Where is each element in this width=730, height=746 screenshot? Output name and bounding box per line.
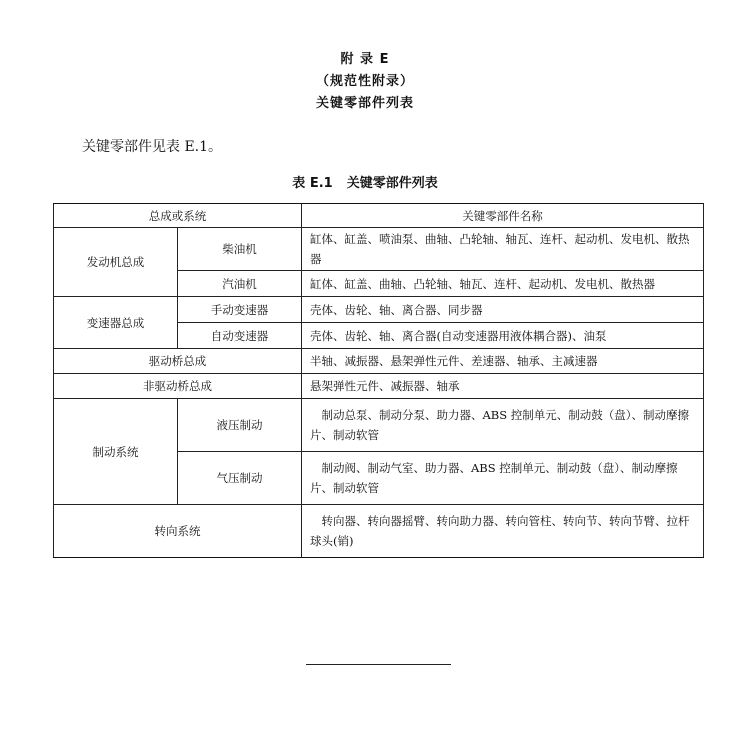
- table-row: [54, 349, 704, 374]
- diesel-engine-cell: 柴油机: [178, 228, 302, 271]
- table-header-row: [54, 204, 704, 228]
- table-number: 表 E.1: [292, 176, 333, 191]
- footnote-divider: [306, 664, 451, 665]
- pneumatic-brake-cell: 气压制动: [178, 452, 302, 505]
- steering-system-parts: 转向器、转向器摇臂、转向助力器、转向管柱、转向节、转向节臂、拉杆球头(销): [302, 505, 704, 558]
- automatic-transmission-parts: 壳体、齿轮、轴、离合器(自动变速器用液体耦合器)、油泵: [302, 323, 704, 349]
- table-row: [54, 297, 704, 323]
- automatic-transmission-cell: 自动变速器: [178, 323, 302, 349]
- transmission-assembly-cell: 变速器总成: [54, 297, 178, 349]
- intro-paragraph: 关键零部件见表 E.1。: [82, 139, 223, 155]
- table-row: [54, 399, 704, 452]
- appendix-title: 关键零部件列表: [315, 96, 414, 111]
- appendix-heading: 附 录 E: [340, 52, 390, 67]
- table-row: [54, 228, 704, 271]
- pneumatic-brake-parts: 制动阀、制动气室、助力器、ABS 控制单元、制动鼓（盘）、制动摩擦片、制动软管: [302, 452, 704, 505]
- non-drive-axle-cell: 非驱动桥总成: [54, 374, 302, 399]
- drive-axle-parts: 半轴、减振器、悬架弹性元件、差速器、轴承、主减速器: [302, 349, 704, 374]
- manual-transmission-parts: 壳体、齿轮、轴、离合器、同步器: [302, 297, 704, 323]
- table-title: 关键零部件列表: [346, 176, 438, 191]
- table-row: [54, 505, 704, 558]
- hydraulic-brake-parts: 制动总泵、制动分泵、助力器、ABS 控制单元、制动鼓（盘）、制动摩擦片、制动软管: [302, 399, 704, 452]
- gasoline-engine-parts: 缸体、缸盖、曲轴、凸轮轴、轴瓦、连杆、起动机、发电机、散热器: [302, 271, 704, 297]
- header-system: 总成或系统: [54, 204, 302, 228]
- non-drive-axle-parts: 悬架弹性元件、减振器、轴承: [302, 374, 704, 399]
- drive-axle-cell: 驱动桥总成: [54, 349, 302, 374]
- braking-system-cell: 制动系统: [54, 399, 178, 505]
- engine-assembly-cell: 发动机总成: [54, 228, 178, 297]
- gasoline-engine-cell: 汽油机: [178, 271, 302, 297]
- key-parts-table: [53, 203, 704, 558]
- table-row: [54, 374, 704, 399]
- hydraulic-brake-cell: 液压制动: [178, 399, 302, 452]
- diesel-engine-parts: 缸体、缸盖、喷油泵、曲轴、凸轮轴、轴瓦、连杆、起动机、发电机、散热器: [302, 228, 704, 271]
- header-parts: 关键零部件名称: [302, 204, 704, 228]
- table-caption: [0, 172, 730, 191]
- manual-transmission-cell: 手动变速器: [178, 297, 302, 323]
- appendix-nature: （规范性附录）: [315, 74, 414, 89]
- steering-system-cell: 转向系统: [54, 505, 302, 558]
